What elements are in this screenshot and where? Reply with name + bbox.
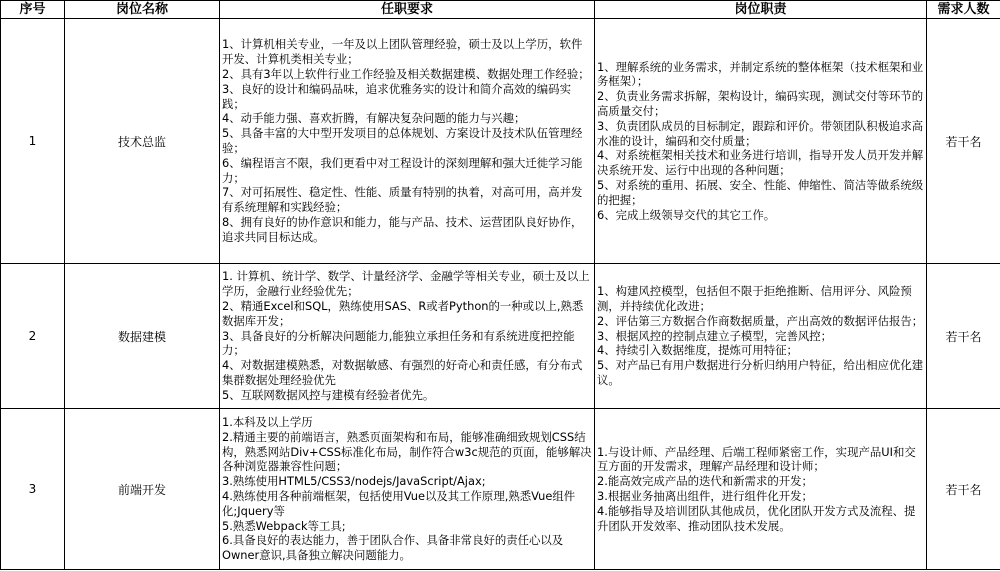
duty-line: 5、对产品已有用户数据进行分析归纳用户特征，给出相应优化建议。: [597, 358, 924, 387]
header-no: 序号: [1, 1, 65, 19]
header-title: 岗位名称: [65, 1, 220, 19]
requirement-line: 3.熟练使用HTML5/CSS3/nodejs/JavaScript/Ajax;: [222, 474, 486, 489]
row-count: 若干名: [927, 19, 1000, 264]
row-count: 若干名: [927, 264, 1000, 409]
table-row: [1, 409, 1000, 570]
requirement-line: 2、精通Excel和SQL，熟练使用SAS、R或者Python的一种或以上,熟悉数据库开发；: [222, 299, 584, 328]
row-requirements: [220, 264, 595, 409]
duty-line: 2、负责业务需求拆解，架构设计，编码实现，测试交付等环节的高质量交付；: [597, 89, 924, 118]
duty-line: 1、构建风控模型，包括但不限于拒绝推断、信用评分、风险预测，并持续优化改进；: [597, 284, 912, 313]
row-requirements: [220, 409, 595, 570]
requirement-line: 7、对可拓展性、稳定性、性能、质量有特别的执着，对高可用，高并发有系统理解和实践经验；: [222, 185, 583, 215]
duty-line: 1、理解系统的业务需求，并制定系统的整体框架（技术框架和业务框架）；: [597, 59, 924, 89]
duty-line: 2、评估第三方数据合作商数据质量，产出高效的数据评估报告；: [597, 313, 924, 328]
requirement-line: 4.熟练使用各种前端框架，包括使用Vue以及其工作原理,熟悉Vue组件化;Jquery等: [222, 489, 576, 518]
requirement-line: 2、具有3年以上软件行业工作经验及相关数据建模、数据处理工作经验；: [222, 67, 590, 82]
row-no: 1: [1, 19, 65, 264]
requirement-line: 4、动手能力强、喜欢折腾，有解决复杂问题的能力与兴趣；: [222, 111, 526, 126]
row-duties: [595, 264, 927, 409]
requirement-line: 8、拥有良好的协作意识和能力，能与产品、技术、运营团队良好协作，追求共同目标达成。: [222, 214, 583, 244]
duty-line: 4.能够指导及培训团队其他成员，优化团队开发方式及流程、提升团队开发效率、推动团队技术发展。: [597, 503, 916, 533]
table-row: [1, 19, 1000, 264]
header-duties: 岗位职责: [595, 1, 927, 19]
duty-line: 6、完成上级领导交代的其它工作。: [597, 207, 776, 222]
row-title: 数据建模: [65, 264, 220, 409]
duty-line: 2.能高效完成产品的迭代和新需求的开发；: [597, 474, 813, 489]
requirement-line: 3、良好的设计和编码品味，追求优雅务实的设计和简介高效的编码实践；: [222, 81, 571, 111]
requirement-line: 4、对数据建模熟悉，对数据敏感、有强烈的好奇心和责任感，有分布式集群数据处理经验优先: [222, 358, 583, 387]
row-count: 若干名: [927, 409, 1000, 570]
requirement-line: 6.具备良好的表达能力，善于团队合作、具备非常良好的责任心以及Owner意识,具备独立解决问题能力。: [222, 533, 564, 563]
header-requirements: 任职要求: [220, 1, 595, 19]
requirement-line: 5.熟悉Webpack等工具;: [222, 518, 346, 533]
duty-line: 4、持续引入数据维度，提炼可用特征；: [597, 343, 798, 358]
duty-line: 5、对系统的重用、拓展、安全、性能、伸缩性、简洁等做系统级的把握；: [597, 177, 924, 207]
row-title: 前端开发: [65, 409, 220, 570]
row-no: 3: [1, 409, 65, 570]
duty-line: 4、对系统框架相关技术和业务进行培训，指导开发人员开发并解决系统开发、运行中出现的各种问题；: [597, 148, 924, 178]
duty-line: 3、负责团队成员的目标制定，跟踪和评价。带领团队积极追求高水准的设计，编码和交付质量；: [597, 118, 924, 148]
header-count: 需求人数: [927, 1, 1000, 19]
requirement-line: 5、具备丰富的大中型开发项目的总体规划、方案设计及技术队伍管理经验；: [222, 126, 583, 155]
requirement-line: 1.本科及以上学历: [222, 415, 313, 430]
row-title: 技术总监: [65, 19, 220, 264]
requirement-line: 5、互联网数据风控与建模有经验者优先。: [222, 387, 435, 402]
requirement-line: 2.精通主要的前端语言，熟悉页面架构和布局，能够准确细致规划CSS结构，熟悉网站Div+CSS标准化布局，制作符合w3c规范的页面，能够解决各种浏览器兼容性问题；: [222, 429, 592, 474]
row-no: 2: [1, 264, 65, 409]
row-duties: [595, 409, 927, 570]
duty-line: 3、根据风控的控制点建立子模型，完善风控；: [597, 328, 833, 343]
row-requirements: [220, 19, 595, 264]
requirement-line: 1、计算机相关专业，一年及以上团队管理经验，硕士及以上学历，软件开发、计算机类相关专业；: [222, 37, 583, 67]
requirement-line: 3、具备良好的分析解决问题能力,能独立承担任务和有系统进度把控能力；: [222, 328, 575, 358]
header-row: [1, 1, 1000, 19]
requirement-line: 6、编程语言不限，我们更看中对工程设计的深刻理解和强大迁徙学习能力；: [222, 155, 583, 185]
duty-line: 3.根据业务抽离出组件，进行组件化开发；: [597, 489, 813, 503]
table-row: [1, 264, 1000, 409]
requirement-line: 1. 计算机、统计学、数学、计量经济学、金融学等相关专业，硕士及以上学历，金融行业经验优先；: [222, 269, 590, 299]
row-duties: [595, 19, 927, 264]
duty-line: 1.与设计师、产品经理、后端工程师紧密工作，实现产品UI和交互方面的开发需求，理解产品经理和设计师；: [597, 444, 916, 474]
